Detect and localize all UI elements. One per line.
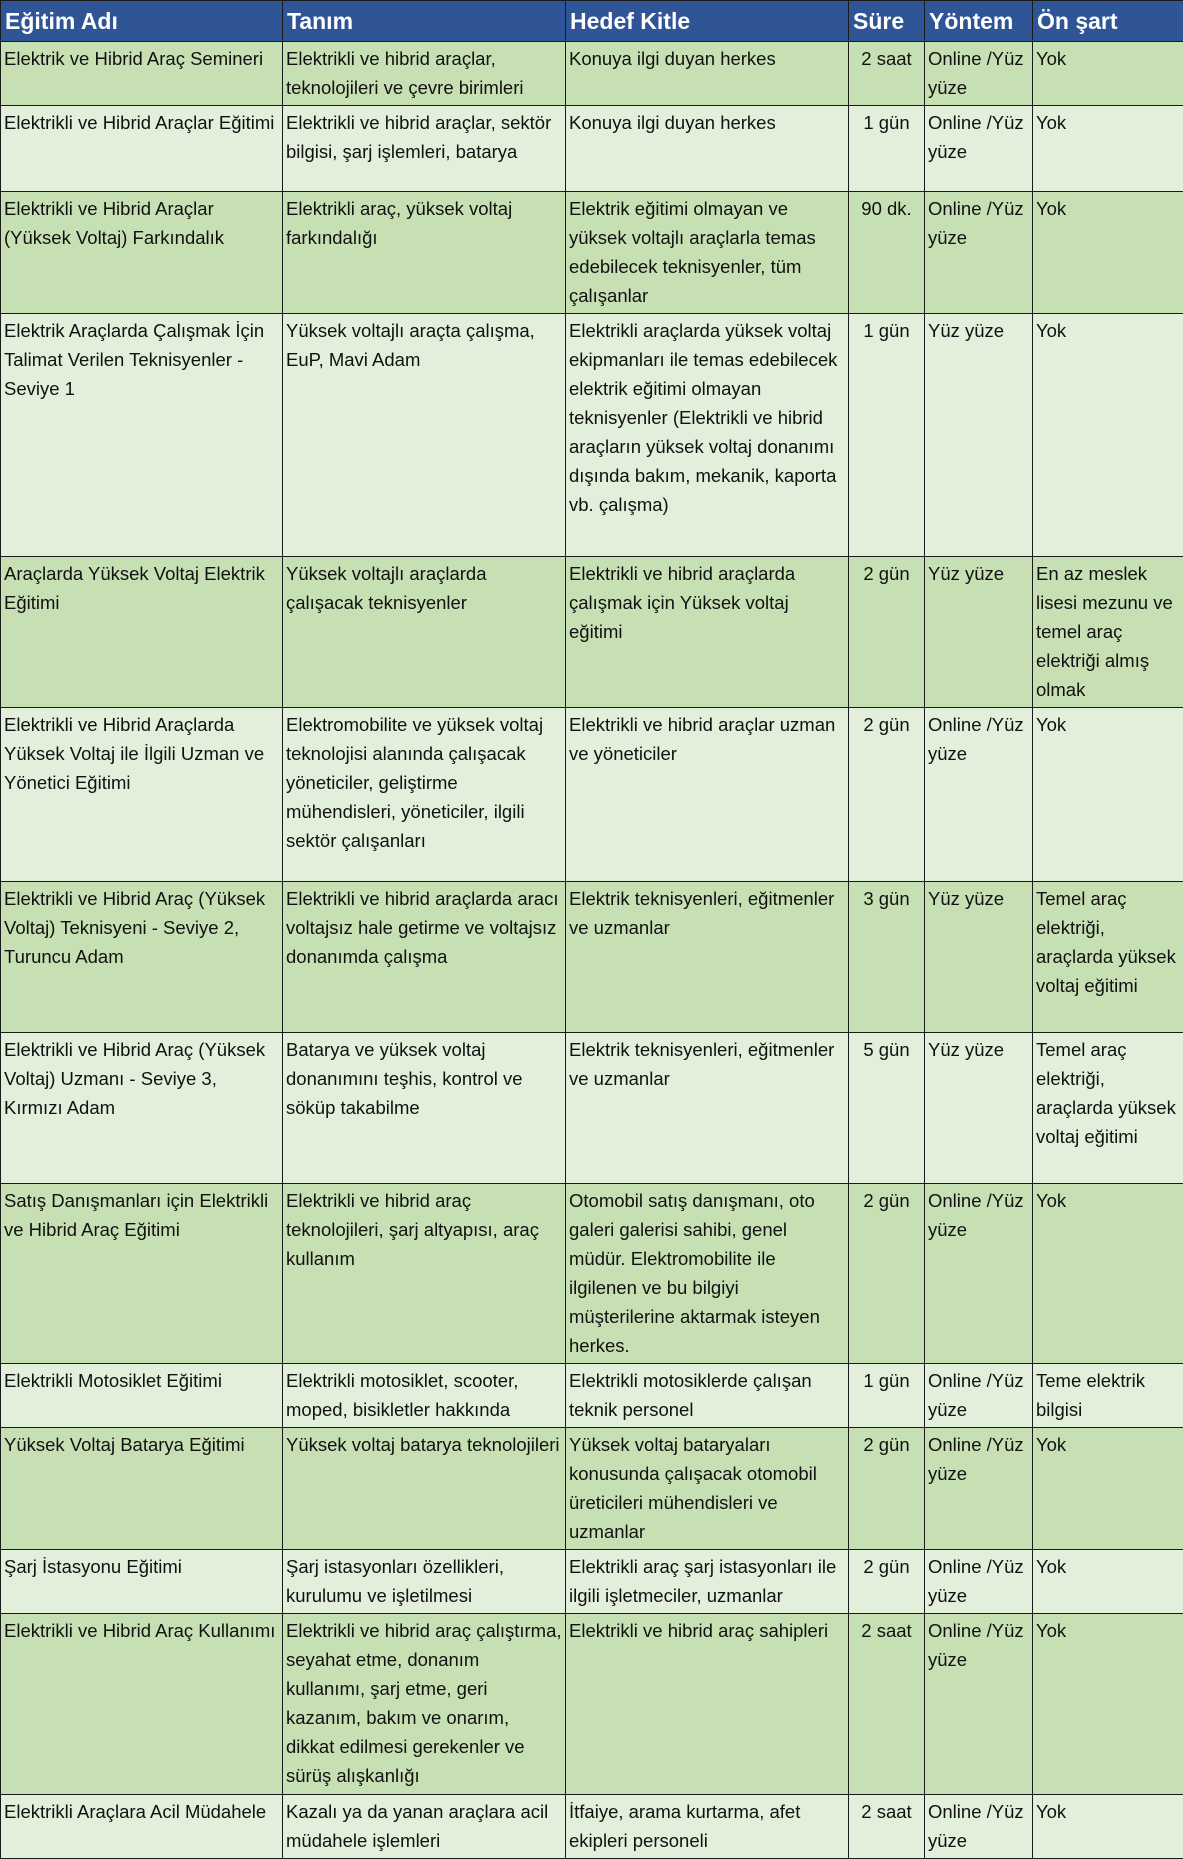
cell-tanim: Şarj istasyonları özellikleri, kurulumu ve işletilmesi xyxy=(283,1550,566,1614)
cell-tanim: Kazalı ya da yanan araçlara acil müdahele işlemleri xyxy=(283,1795,566,1859)
table-row xyxy=(1,1364,1183,1428)
table-row xyxy=(1,314,1183,557)
cell-yontem: Online /Yüz yüze xyxy=(925,1428,1033,1550)
cell-egitim-adi: Elektrikli Motosiklet Eğitimi xyxy=(1,1364,283,1428)
cell-sure: 2 gün xyxy=(849,708,925,882)
cell-tanim: Yüksek voltajlı araçlarda çalışacak teknisyenler xyxy=(283,557,566,708)
cell-egitim-adi: Şarj İstasyonu Eğitimi xyxy=(1,1550,283,1614)
table-row xyxy=(1,1033,1183,1184)
cell-yontem: Online /Yüz yüze xyxy=(925,1550,1033,1614)
cell-hedef-kitle: Elektrik teknisyenleri, eğitmenler ve uzmanlar xyxy=(566,1033,849,1184)
cell-hedef-kitle: Elektrikli araçlarda yüksek voltaj ekipmanları ile temas edebilecek elektrik eğitimi olmayan teknisyenler (Elektrikli ve hibrid araçların yüksek voltaj donanımı dışında bakım, mekanik, kaporta vb. çalışma) xyxy=(566,314,849,557)
cell-yontem: Online /Yüz yüze xyxy=(925,1795,1033,1859)
cell-yontem: Yüz yüze xyxy=(925,1033,1033,1184)
cell-on-sart: Temel araç elektriği, araçlarda yüksek voltaj eğitimi xyxy=(1033,882,1183,1033)
cell-tanim: Elektrikli ve hibrid araç teknolojileri, şarj altyapısı, araç kullanım xyxy=(283,1184,566,1364)
table-row xyxy=(1,192,1183,314)
cell-yontem: Online /Yüz yüze xyxy=(925,42,1033,106)
table-row xyxy=(1,1428,1183,1550)
cell-hedef-kitle: Elektrik teknisyenleri, eğitmenler ve uzmanlar xyxy=(566,882,849,1033)
table-row xyxy=(1,42,1183,106)
cell-sure: 1 gün xyxy=(849,1364,925,1428)
cell-yontem: Online /Yüz yüze xyxy=(925,106,1033,192)
cell-yontem: Yüz yüze xyxy=(925,557,1033,708)
cell-sure: 2 gün xyxy=(849,557,925,708)
cell-on-sart: Yok xyxy=(1033,1184,1183,1364)
cell-sure: 5 gün xyxy=(849,1033,925,1184)
cell-tanim: Elektrikli ve hibrid araç çalıştırma, seyahat etme, donanım kullanımı, şarj etme, geri kazanım, bakım ve onarım, dikkat edilmesi gerekenler ve sürüş alışkanlığı xyxy=(283,1614,566,1795)
cell-egitim-adi: Elektrik ve Hibrid Araç Semineri xyxy=(1,42,283,106)
cell-on-sart: Yok xyxy=(1033,106,1183,192)
cell-on-sart: Yok xyxy=(1033,1550,1183,1614)
cell-sure: 2 saat xyxy=(849,1795,925,1859)
cell-egitim-adi: Araçlarda Yüksek Voltaj Elektrik Eğitimi xyxy=(1,557,283,708)
table-row xyxy=(1,882,1183,1033)
cell-tanim: Yüksek voltaj batarya teknolojileri xyxy=(283,1428,566,1550)
cell-on-sart: Yok xyxy=(1033,42,1183,106)
cell-yontem: Online /Yüz yüze xyxy=(925,1184,1033,1364)
cell-yontem: Yüz yüze xyxy=(925,882,1033,1033)
cell-yontem: Online /Yüz yüze xyxy=(925,708,1033,882)
cell-hedef-kitle: Elektrikli ve hibrid araçlarda çalışmak için Yüksek voltaj eğitimi xyxy=(566,557,849,708)
cell-egitim-adi: Elektrikli ve Hibrid Araçlarda Yüksek Voltaj ile İlgili Uzman ve Yönetici Eğitimi xyxy=(1,708,283,882)
cell-egitim-adi: Elektrikli ve Hibrid Araçlar (Yüksek Voltaj) Farkındalık xyxy=(1,192,283,314)
cell-hedef-kitle: Elektrikli ve hibrid araçlar uzman ve yöneticiler xyxy=(566,708,849,882)
cell-egitim-adi: Elektrikli ve Hibrid Araç (Yüksek Voltaj) Uzmanı - Seviye 3, Kırmızı Adam xyxy=(1,1033,283,1184)
header-yontem: Yöntem xyxy=(925,1,1033,42)
cell-yontem: Online /Yüz yüze xyxy=(925,1364,1033,1428)
cell-on-sart: Yok xyxy=(1033,1428,1183,1550)
cell-sure: 2 saat xyxy=(849,42,925,106)
cell-yontem: Online /Yüz yüze xyxy=(925,1614,1033,1795)
cell-sure: 1 gün xyxy=(849,314,925,557)
cell-hedef-kitle: Elektrikli ve hibrid araç sahipleri xyxy=(566,1614,849,1795)
cell-egitim-adi: Elektrikli Araçlara Acil Müdahele xyxy=(1,1795,283,1859)
cell-on-sart: Yok xyxy=(1033,1795,1183,1859)
cell-tanim: Batarya ve yüksek voltaj donanımını teşhis, kontrol ve söküp takabilme xyxy=(283,1033,566,1184)
table-row xyxy=(1,1184,1183,1364)
header-egitim-adi: Eğitim Adı xyxy=(1,1,283,42)
cell-hedef-kitle: İtfaiye, arama kurtarma, afet ekipleri personeli xyxy=(566,1795,849,1859)
cell-tanim: Elektromobilite ve yüksek voltaj teknolojisi alanında çalışacak yöneticiler, geliştirme mühendisleri, yöneticiler, ilgili sektör çalışanları xyxy=(283,708,566,882)
cell-sure: 90 dk. xyxy=(849,192,925,314)
cell-yontem: Yüz yüze xyxy=(925,314,1033,557)
cell-egitim-adi: Elektrik Araçlarda Çalışmak İçin Talimat Verilen Teknisyenler - Seviye 1 xyxy=(1,314,283,557)
cell-tanim: Elektrikli ve hibrid araçlarda aracı voltajsız hale getirme ve voltajsız donanımda çalışma xyxy=(283,882,566,1033)
table-row xyxy=(1,1795,1183,1859)
cell-on-sart: Yok xyxy=(1033,1614,1183,1795)
cell-egitim-adi: Elektrikli ve Hibrid Araç Kullanımı xyxy=(1,1614,283,1795)
cell-sure: 2 saat xyxy=(849,1614,925,1795)
cell-hedef-kitle: Elektrikli araç şarj istasyonları ile ilgili işletmeciler, uzmanlar xyxy=(566,1550,849,1614)
cell-yontem: Online /Yüz yüze xyxy=(925,192,1033,314)
cell-tanim: Yüksek voltajlı araçta çalışma, EuP, Mavi Adam xyxy=(283,314,566,557)
cell-hedef-kitle: Konuya ilgi duyan herkes xyxy=(566,42,849,106)
header-tanim: Tanım xyxy=(283,1,566,42)
cell-egitim-adi: Elektrikli ve Hibrid Araçlar Eğitimi xyxy=(1,106,283,192)
cell-tanim: Elektrikli motosiklet, scooter, moped, bisikletler hakkında xyxy=(283,1364,566,1428)
cell-sure: 3 gün xyxy=(849,882,925,1033)
cell-hedef-kitle: Konuya ilgi duyan herkes xyxy=(566,106,849,192)
cell-egitim-adi: Yüksek Voltaj Batarya Eğitimi xyxy=(1,1428,283,1550)
cell-sure: 2 gün xyxy=(849,1428,925,1550)
header-row xyxy=(1,1,1183,42)
cell-on-sart: Teme elektrik bilgisi xyxy=(1033,1364,1183,1428)
cell-hedef-kitle: Otomobil satış danışmanı, oto galeri galerisi sahibi, genel müdür. Elektromobilite ile ilgilenen ve bu bilgiyi müşterilerine aktarmak isteyen herkes. xyxy=(566,1184,849,1364)
header-sure: Süre xyxy=(849,1,925,42)
cell-tanim: Elektrikli ve hibrid araçlar, sektör bilgisi, şarj işlemleri, batarya xyxy=(283,106,566,192)
cell-egitim-adi: Satış Danışmanları için Elektrikli ve Hibrid Araç Eğitimi xyxy=(1,1184,283,1364)
cell-hedef-kitle: Yüksek voltaj bataryaları konusunda çalışacak otomobil üreticileri mühendisleri ve uzmanlar xyxy=(566,1428,849,1550)
header-on-sart: Ön şart xyxy=(1033,1,1183,42)
cell-sure: 1 gün xyxy=(849,106,925,192)
header-hedef-kitle: Hedef Kitle xyxy=(566,1,849,42)
cell-on-sart: Temel araç elektriği, araçlarda yüksek voltaj eğitimi xyxy=(1033,1033,1183,1184)
cell-on-sart: Yok xyxy=(1033,192,1183,314)
cell-on-sart: Yok xyxy=(1033,314,1183,557)
cell-hedef-kitle: Elektrik eğitimi olmayan ve yüksek voltajlı araçlarla temas edebilecek teknisyenler, tüm çalışanlar xyxy=(566,192,849,314)
cell-on-sart: En az meslek lisesi mezunu ve temel araç elektriği almış olmak xyxy=(1033,557,1183,708)
table-row xyxy=(1,557,1183,708)
cell-sure: 2 gün xyxy=(849,1184,925,1364)
cell-tanim: Elektrikli araç, yüksek voltaj farkındalığı xyxy=(283,192,566,314)
cell-tanim: Elektrikli ve hibrid araçlar, teknolojileri ve çevre birimleri xyxy=(283,42,566,106)
cell-on-sart: Yok xyxy=(1033,708,1183,882)
table-row xyxy=(1,106,1183,192)
table-row xyxy=(1,1614,1183,1795)
table-row xyxy=(1,708,1183,882)
table-row xyxy=(1,1550,1183,1614)
cell-sure: 2 gün xyxy=(849,1550,925,1614)
cell-egitim-adi: Elektrikli ve Hibrid Araç (Yüksek Voltaj) Teknisyeni - Seviye 2, Turuncu Adam xyxy=(1,882,283,1033)
cell-hedef-kitle: Elektrikli motosiklerde çalışan teknik personel xyxy=(566,1364,849,1428)
